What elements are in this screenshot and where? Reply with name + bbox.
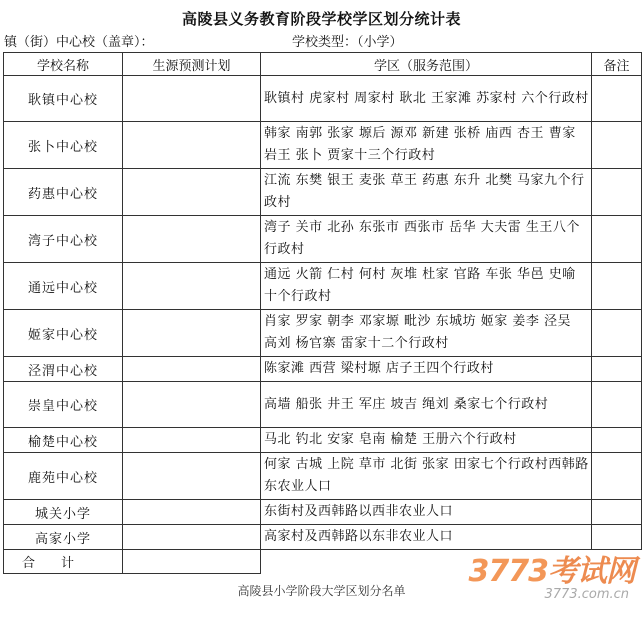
note-cell [592,428,642,453]
service-area-cell: 东街村及西韩路以西非农业人口 [261,500,592,525]
watermark-url: 3773.com.cn [544,587,629,602]
watermark-number: 3773 [468,554,548,589]
service-area-cell: 高墙 船张 井王 军庄 坡吉 绳刘 桑家七个行政村 [261,382,592,428]
stamp-label: 镇（街）中心校（盖章）： [4,35,154,50]
note-cell [592,216,642,263]
table-row [4,76,642,122]
service-area-cell: 湾子 关市 北孙 东张市 西张市 岳华 大夫雷 生王八个行政村 [261,216,592,263]
table-row [4,525,642,550]
plan-cell [123,357,261,382]
table-row [4,216,642,263]
school-name-cell: 崇皇中心校 [4,382,123,428]
table-row [4,428,642,453]
table-header-row [4,53,642,76]
district-table [3,52,642,574]
table-row [4,357,642,382]
school-name-cell: 榆楚中心校 [4,428,123,453]
plan-cell [123,263,261,310]
school-name-cell: 湾子中心校 [4,216,123,263]
plan-cell [123,500,261,525]
school-name-cell: 通远中心校 [4,263,123,310]
note-cell [592,525,642,550]
note-cell [592,169,642,216]
watermark-text: 考试网 [548,554,635,589]
service-area-cell: 高家村及西韩路以东非农业人口 [261,525,592,550]
school-type-label: 学校类型：（小学） [292,35,403,50]
caption: 高陵县小学阶段大学区划分名单 [237,584,406,598]
note-cell [592,500,642,525]
school-name-cell: 姬家中心校 [4,310,123,357]
note-cell [592,453,642,500]
service-area-cell: 何家 古城 上院 草市 北街 张家 田家七个行政村西韩路东农业人口 [261,453,592,500]
table-row [4,310,642,357]
table-row [4,453,642,500]
note-cell [592,310,642,357]
note-cell [592,263,642,310]
service-area-cell: 通远 火箭 仁村 何村 灰堆 杜家 官路 车张 华邑 史喻十个行政村 [261,263,592,310]
table-row [4,169,642,216]
note-cell [592,357,642,382]
table-row [4,500,642,525]
plan-cell [123,76,261,122]
school-name-cell: 张卜中心校 [4,122,123,169]
service-area-cell: 马北 钓北 安家 皂南 榆楚 王册六个行政村 [261,428,592,453]
service-area-cell: 江流 东樊 银王 麦张 草王 药惠 东升 北樊 马家九个行政村 [261,169,592,216]
total-label: 合计 [4,550,123,574]
school-name-cell: 泾渭中心校 [4,357,123,382]
service-area-cell: 肖家 罗家 朝李 邓家塬 毗沙 东城坊 姬家 姜李 泾吴 高刘 杨官寨 雷家十二个行政村 [261,310,592,357]
school-name-cell: 药惠中心校 [4,169,123,216]
school-name-cell: 耿镇中心校 [4,76,123,122]
total-plan [123,550,261,574]
service-area-cell: 陈家滩 西营 梁村塬 店子王四个行政村 [261,357,592,382]
table-row [4,122,642,169]
school-name-cell: 城关小学 [4,500,123,525]
header-note: 备注 [592,53,642,76]
plan-cell [123,428,261,453]
table-row [4,263,642,310]
page-title: 高陵县义务教育阶段学校学区划分统计表 [181,10,461,28]
plan-cell [123,310,261,357]
note-cell [592,76,642,122]
plan-cell [123,382,261,428]
school-name-cell: 鹿苑中心校 [4,453,123,500]
table-body [4,76,642,550]
note-cell [592,382,642,428]
plan-cell [123,169,261,216]
watermark-logo [469,556,636,602]
header-school: 学校名称 [4,53,123,76]
header-plan: 生源预测计划 [123,53,261,76]
school-name-cell: 高家小学 [4,525,123,550]
service-area-cell: 韩家 南郭 张家 塬后 源邓 新建 张桥 庙西 杏王 曹家 岩王 张卜 贾家十三个行政村 [261,122,592,169]
plan-cell [123,453,261,500]
service-area-cell: 耿镇村 虎家村 周家村 耿北 王家滩 苏家村 六个行政村 [261,76,592,122]
plan-cell [123,216,261,263]
plan-cell [123,525,261,550]
table-row [4,382,642,428]
note-cell [592,122,642,169]
header-area: 学区（服务范围） [261,53,592,76]
plan-cell [123,122,261,169]
